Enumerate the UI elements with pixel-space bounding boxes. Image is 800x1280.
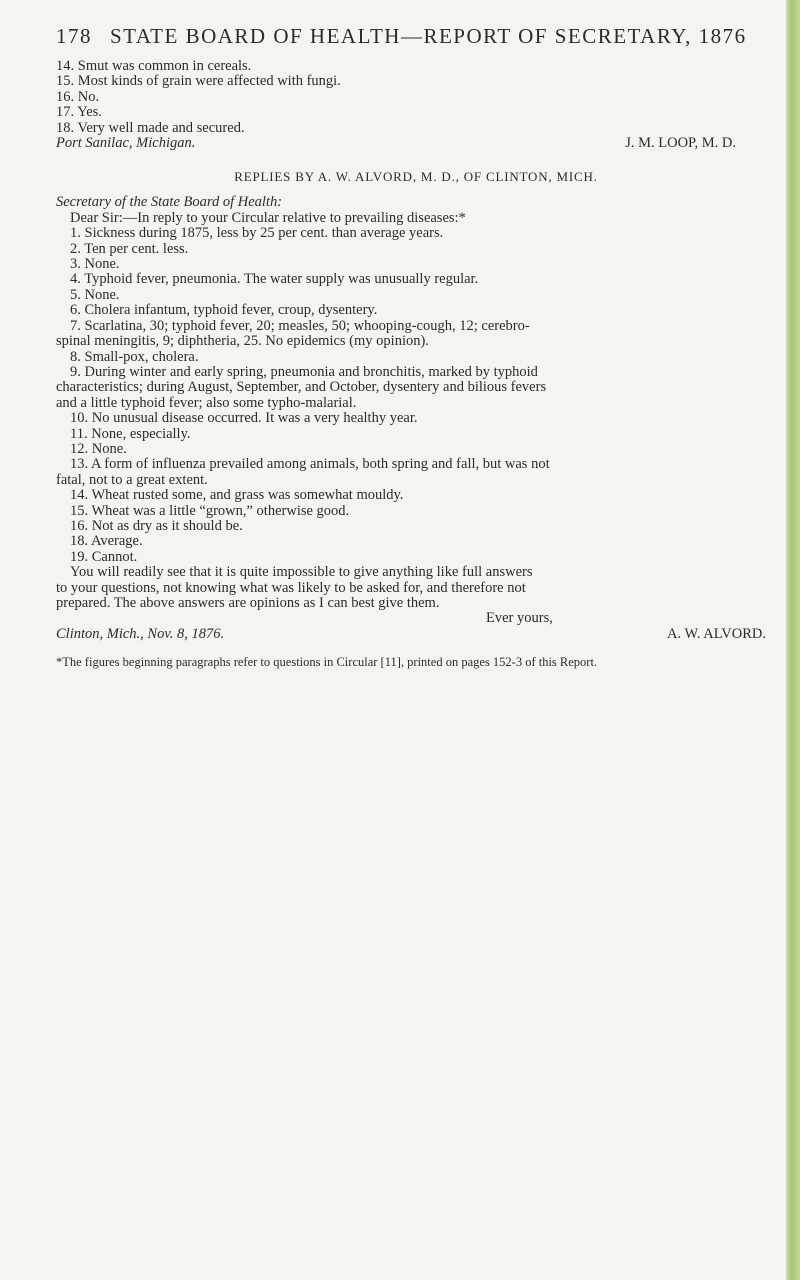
reply-line: 18. Average. bbox=[70, 533, 143, 550]
reply-line: 6. Cholera infantum, typhoid fever, croup, dysentery. bbox=[70, 302, 378, 319]
reply-line: 5. None. bbox=[70, 286, 120, 303]
alvord-signoff bbox=[56, 627, 776, 642]
page-edge bbox=[786, 0, 800, 1280]
reply-line: and a little typhoid fever; also some typho-malarial. bbox=[56, 394, 357, 411]
running-title: STATE BOARD OF HEALTH—REPORT OF SECRETARY, 1876 bbox=[110, 24, 747, 48]
alvord-replies bbox=[56, 195, 776, 642]
reply-line: 16. No. bbox=[56, 88, 100, 105]
reply-line: 12. None. bbox=[70, 440, 127, 457]
reply-line: 11. None, especially. bbox=[70, 425, 191, 442]
section-heading: REPLIES BY A. W. ALVORD, M. D., OF CLINTON, MICH. bbox=[234, 169, 598, 185]
footnote: *The figures beginning paragraphs refer to questions in Circular [11], printed on pages 152-3 of this Report. bbox=[56, 655, 598, 670]
reply-line: 10. No unusual disease occurred. It was a very healthy year. bbox=[70, 410, 418, 427]
reply-line: 1. Sickness during 1875, less by 25 per cent. than average years. bbox=[70, 225, 444, 242]
loop-signoff bbox=[56, 136, 776, 151]
intro-line: Dear Sir:—In reply to your Circular relative to prevailing diseases:* bbox=[70, 209, 466, 226]
page-number: 178 bbox=[56, 24, 92, 48]
reply-line: 3. None. bbox=[70, 256, 120, 273]
reply-line: 2. Ten per cent. less. bbox=[70, 240, 189, 257]
reply-line: spinal meningitis, 9; diphtheria, 25. No epidemics (my opinion). bbox=[56, 333, 429, 350]
reply-line: You will readily see that it is quite impossible to give anything like full answers bbox=[70, 564, 533, 581]
alvord-signature: A. W. ALVORD. bbox=[667, 625, 766, 642]
reply-line: 14. Smut was common in cereals. bbox=[56, 58, 252, 74]
reply-line: fatal, not to a great extent. bbox=[56, 471, 208, 488]
loop-replies bbox=[56, 59, 776, 151]
reply-line: 19. Cannot. bbox=[70, 548, 138, 565]
reply-line: characteristics; during August, September, and October, dysentery and bilious fevers bbox=[56, 379, 547, 396]
reply-line: 7. Scarlatina, 30; typhoid fever, 20; measles, 50; whooping-cough, 12; cerebro- bbox=[70, 317, 530, 334]
reply-line: 15. Wheat was a little “grown,” otherwise good. bbox=[70, 502, 350, 519]
running-header bbox=[56, 24, 776, 49]
reply-line: 14. Wheat rusted some, and grass was somewhat mouldy. bbox=[70, 487, 404, 504]
salutation: Secretary of the State Board of Health: bbox=[56, 194, 283, 211]
reply-line: 15. Most kinds of grain were affected with fungi. bbox=[56, 73, 341, 90]
document-page bbox=[56, 24, 776, 670]
reply-line: 4. Typhoid fever, pneumonia. The water supply was unusually regular. bbox=[70, 271, 479, 288]
reply-line: 9. During winter and early spring, pneumonia and bronchitis, marked by typhoid bbox=[70, 363, 538, 380]
reply-line: prepared. The above answers are opinions as I can best give them. bbox=[56, 595, 440, 611]
reply-line: 13. A form of influenza prevailed among animals, both spring and fall, but was not bbox=[70, 456, 550, 473]
alvord-place-date: Clinton, Mich., Nov. 8, 1876. bbox=[56, 625, 225, 642]
loop-signature: J. M. LOOP, M. D. bbox=[625, 135, 736, 152]
loop-place: Port Sanilac, Michigan. bbox=[56, 135, 196, 152]
reply-line: 18. Very well made and secured. bbox=[56, 119, 245, 136]
reply-line: to your questions, not knowing what was likely to be asked for, and therefore not bbox=[56, 579, 526, 596]
reply-line: 8. Small-pox, cholera. bbox=[70, 348, 199, 365]
reply-line: 17. Yes. bbox=[56, 104, 102, 121]
closing: Ever yours, bbox=[486, 610, 553, 627]
reply-line: 16. Not as dry as it should be. bbox=[70, 517, 243, 534]
